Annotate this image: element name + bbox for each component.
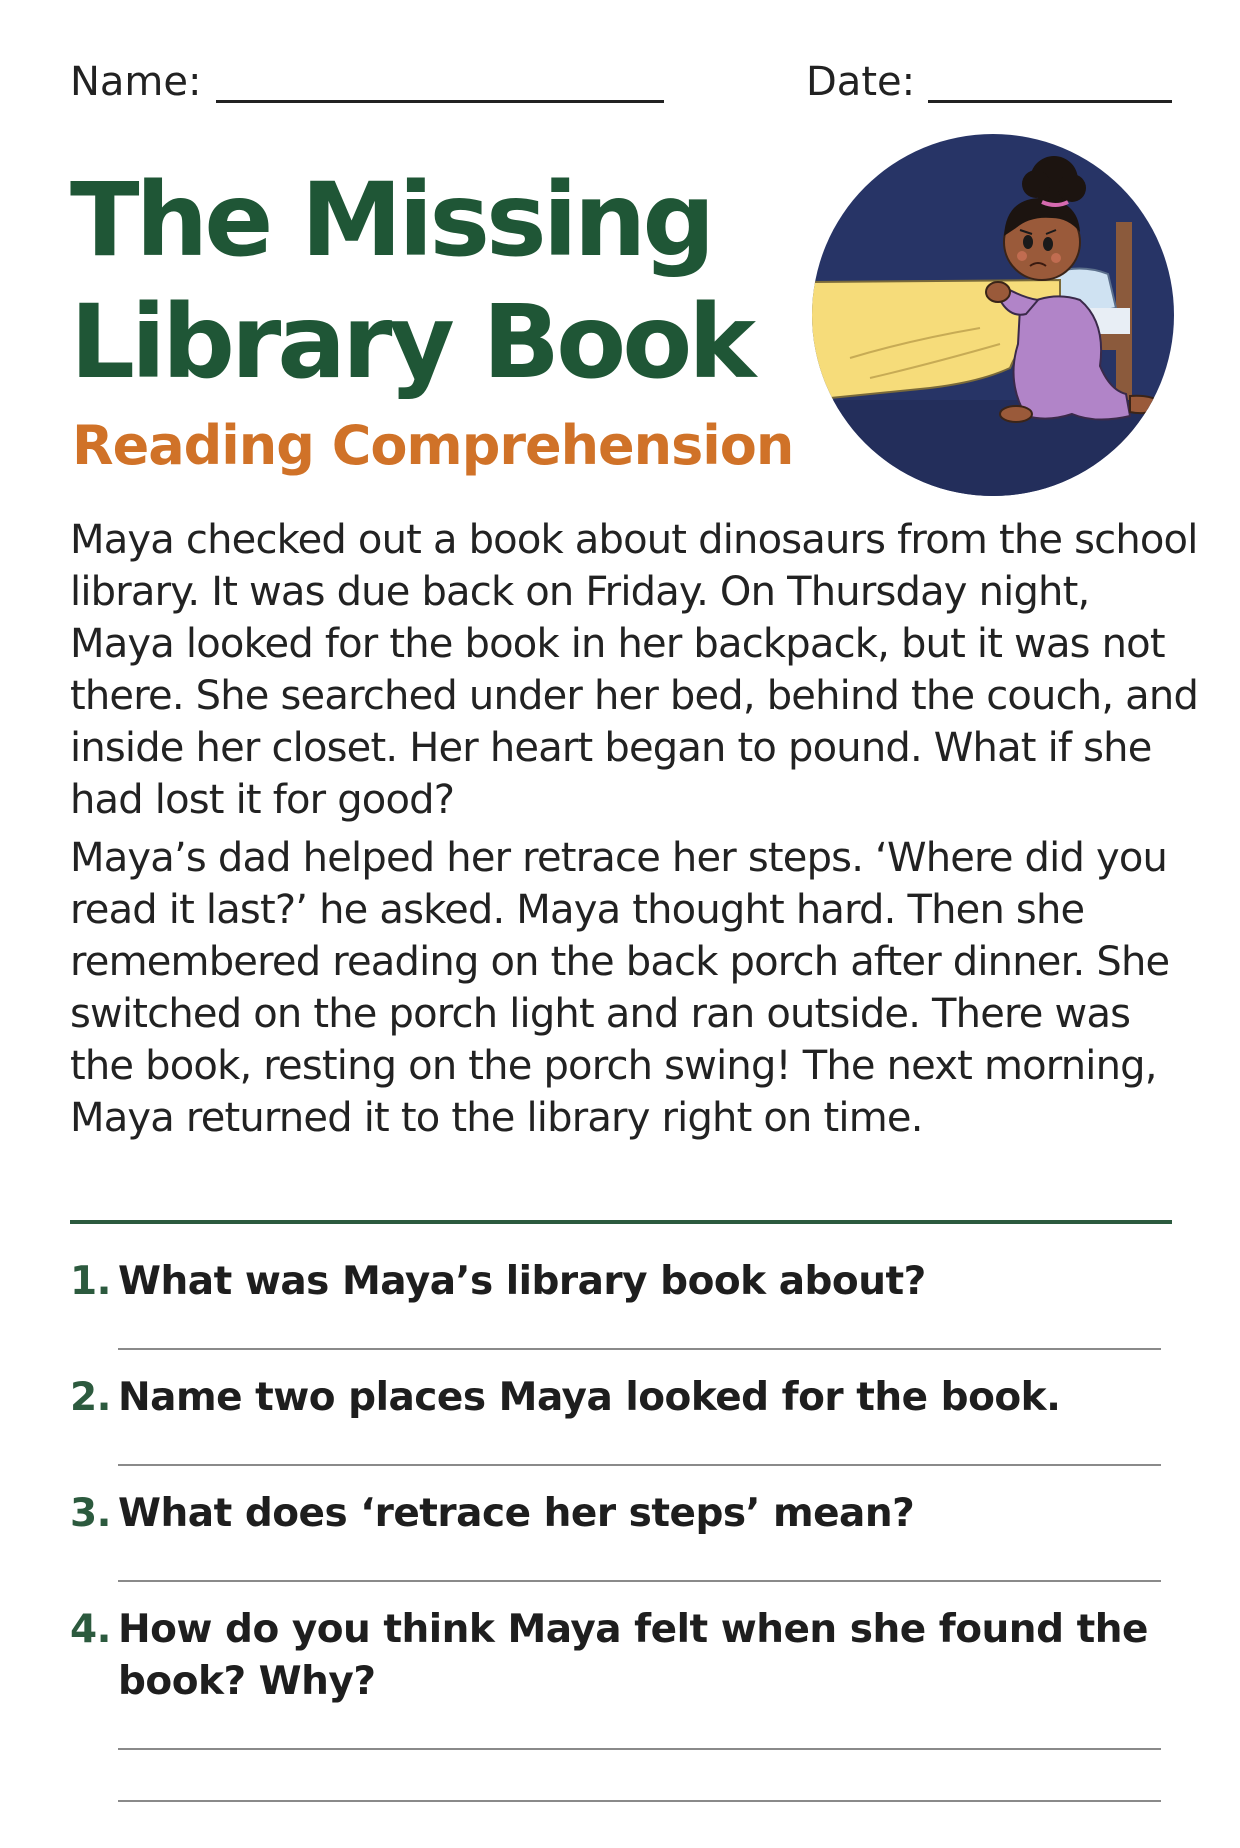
question-text: What was Maya’s library book about? xyxy=(118,1259,926,1304)
story-paragraph: Maya’s dad helped her retrace her steps. ‘Where did you read it last?’ he asked. Maya thought hard. Then she remembered reading on the back porch after dinner. She switched on the porch light and ran outside. There was the book, resting on the porch swing! The next morning, Maya returned it to the library right on time. xyxy=(70,835,1170,1141)
question-3 xyxy=(70,1488,1180,1540)
answer-line-2[interactable] xyxy=(118,1464,1161,1466)
name-label: Name: xyxy=(70,59,202,105)
reading-passage xyxy=(70,514,1205,1150)
answer-line-4b[interactable] xyxy=(118,1800,1161,1802)
question-4 xyxy=(70,1604,1180,1708)
worksheet-header xyxy=(0,58,1240,108)
question-1 xyxy=(70,1256,1180,1308)
question-text: What does ‘retrace her steps’ mean? xyxy=(118,1491,915,1536)
answer-line-1[interactable] xyxy=(118,1348,1161,1350)
question-number: 2. xyxy=(70,1375,111,1420)
answer-line-3[interactable] xyxy=(118,1580,1161,1582)
page-subtitle: Reading Comprehension xyxy=(72,414,794,477)
story-paragraph: Maya checked out a book about dinosaurs from the school library. It was due back on Friday. On Thursday night, Maya looked for the book in her backpack, but it was not there. She searched under her bed, behind the couch, and inside her closet. Her heart began to pound. What if she had lost it for good? xyxy=(70,517,1199,823)
section-divider xyxy=(70,1220,1172,1224)
question-number: 3. xyxy=(70,1491,111,1536)
page-title: The Missing Library Book xyxy=(70,161,753,402)
girl-searching-under-bed-icon xyxy=(810,132,1176,498)
date-label: Date: xyxy=(806,59,916,105)
answer-line-4a[interactable] xyxy=(118,1748,1161,1750)
name-field[interactable] xyxy=(216,100,664,103)
question-text: How do you think Maya felt when she found the book? Why? xyxy=(118,1607,1148,1704)
question-number: 4. xyxy=(70,1607,111,1652)
question-2 xyxy=(70,1372,1180,1424)
date-field[interactable] xyxy=(928,100,1172,103)
question-number: 1. xyxy=(70,1259,111,1304)
question-text: Name two places Maya looked for the book. xyxy=(118,1375,1061,1420)
